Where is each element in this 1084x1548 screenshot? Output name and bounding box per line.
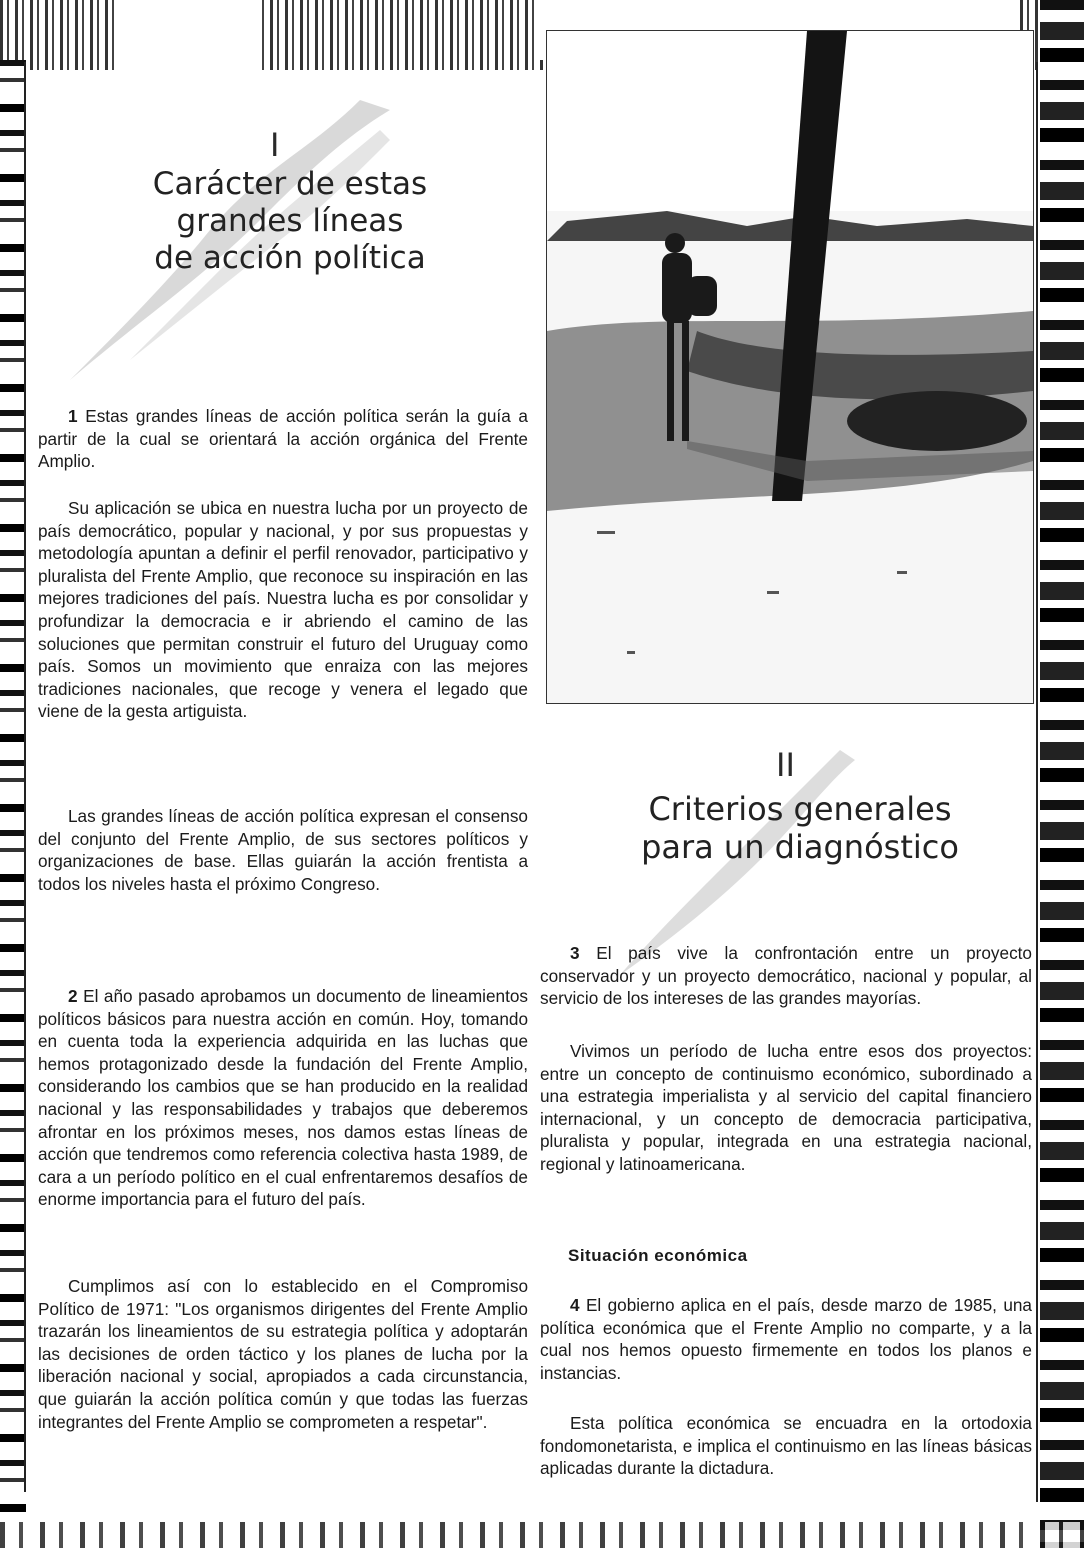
paragraph-text: El año pasado aprobamos un documento de lineamientos políticos básicos para nuestra acción en común. Hoy, tomando en cuenta toda la experiencia adquirida en las luchas que hemos protagonizado desde la fundación del Frente Amplio, considerando los cambios que se han producido en la realidad nacional y las responsabilidades y trabajos que deberemos afrontar en los próximos meses, nos damos estas líneas de acción que tendremos como referencia colectiva hasta 1989, de cara a un período político en el cual enfrentaremos desafíos de enorme importancia para el futuro del país. [38,986,528,1210]
paragraph-number: 3 [570,943,580,963]
paragraph-1 [38,405,528,473]
paragraph-8 [540,1294,1032,1384]
paragraph-7: Vivimos un período de lucha entre esos dos proyectos: entre un concepto de continuismo económico, subordinado a una estrategia imperialista y al servicio del capital financiero internacional, y un concepto de democracia participativa, pluralista y popular, integrada en una estrategia nacional, regional y latinoamericana. [540,1041,1032,1174]
paragraph-text: Estas grandes líneas de acción política serán la guía a partir de la cual se orientará la acción orgánica del Frente Amplio. [38,406,528,472]
paragraph-3: Las grandes líneas de acción política expresan el consenso del conjunto del Frente Amplio, de sus sectores políticos y organizaciones de base. Ellas guiarán la acción frentista a todos los niveles hasta el próximo Congreso. [38,806,528,894]
paragraph-2: Su aplicación se ubica en nuestra lucha por un proyecto de país democrático, popular y nacional, y por sus propuestas y metodología apuntan a definir el perfil renovador, participativo y pluralista del Frente Amplio, que reconoce su inspiración en las mejores tradiciones del país. Nuestra lucha es por consolidar y profundizar la democracia e ir abriendo el camino de las soluciones que permitan construir el futuro del Uruguay como país. Somos un movimiento que enraiza con las mejores tradiciones nacionales, que recoge y venera el legado que viene de la gesta artiguista. [38,498,528,722]
section-2-title [580,790,1020,867]
section-2-number: II [776,746,795,784]
section-1-title-line: de acción política [154,240,426,277]
paragraph-text: El gobierno aplica en el país, desde marzo de 1985, una política económica que el Frente Amplio no comparte, y a la cual nos hemos opuesto firmemente en todos los planos e instancias. [540,1295,1032,1383]
scan-noise-left [0,60,26,1530]
paragraph-6 [540,942,1032,1010]
right-frame-line [1036,62,1038,1502]
paragraph-number: 4 [570,1295,580,1315]
section-1-number: I [270,126,280,164]
paragraph-9: Esta política económica se encuadra en la ortodoxia fondomonetarista, e implica el continuismo en las líneas básicas aplicadas durante la dictadura. [540,1413,1032,1479]
scan-noise-right [1040,0,1084,1548]
section-2-title-line: Criterios generales [648,790,952,828]
section-1-title-line: grandes líneas [176,203,404,240]
paragraph-number: 1 [68,406,78,426]
paragraph-4 [38,985,528,1211]
paragraph-number: 2 [68,986,78,1006]
subheading-situacion-economica: Situación económica [568,1246,748,1265]
section-1-title [100,166,480,278]
paragraph-5: Cumplimos así con lo establecido en el Compromiso Político de 1971: "Los organismos dirigentes del Frente Amplio trazarán los lineamientos de su estrategia política y adoptarán las decisiones de orden táctico y los planes de lucha por la liberación nacional y social, apropiados a cada circunstancia, que guiarán la acción política común y que todas las fuerzas integrantes del Frente Amplio se comprometen a respetar". [38,1276,528,1432]
scan-noise-bottom [0,1522,1084,1548]
section-1-title-line: Carácter de estas [152,166,428,202]
paragraph-text: El país vive la confrontación entre un proyecto conservador y un proyecto democrático, nacional y popular, al servicio de los intereses de las grandes mayorías. [540,943,1032,1009]
section-2-title-line: para un diagnóstico [641,828,959,867]
child-beach-photo [546,30,1034,704]
